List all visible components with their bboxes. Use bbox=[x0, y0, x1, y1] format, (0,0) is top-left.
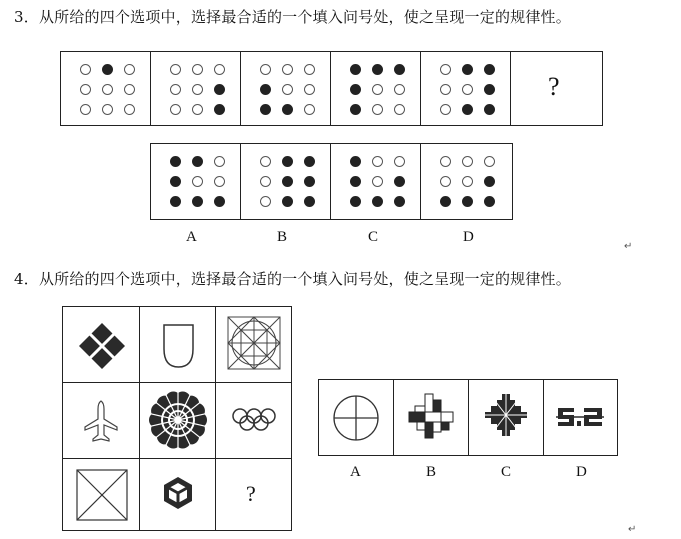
option-c[interactable] bbox=[331, 144, 421, 219]
empty-dot bbox=[214, 176, 225, 187]
block-cross-icon bbox=[394, 380, 469, 455]
filled-dot bbox=[304, 156, 315, 167]
empty-dot bbox=[484, 156, 495, 167]
option-label: D bbox=[463, 229, 474, 245]
empty-dot bbox=[80, 64, 91, 75]
empty-dot bbox=[170, 104, 181, 115]
empty-dot bbox=[440, 156, 451, 167]
filled-dot bbox=[350, 156, 361, 167]
empty-dot bbox=[260, 156, 271, 167]
question-cell bbox=[511, 52, 601, 125]
empty-dot bbox=[192, 84, 203, 95]
filled-dot bbox=[102, 64, 113, 75]
filled-dot bbox=[214, 84, 225, 95]
empty-dot bbox=[462, 156, 473, 167]
filled-dot bbox=[214, 196, 225, 207]
filled-dot bbox=[394, 196, 405, 207]
filled-dot bbox=[462, 64, 473, 75]
filled-dot bbox=[192, 196, 203, 207]
question-3-sequence bbox=[60, 51, 603, 126]
grid-cell bbox=[215, 306, 292, 383]
filled-dot bbox=[192, 156, 203, 167]
olympic-rings-icon bbox=[216, 383, 293, 460]
filled-dot bbox=[170, 196, 181, 207]
empty-dot bbox=[282, 84, 293, 95]
filled-dot bbox=[350, 104, 361, 115]
empty-dot bbox=[260, 176, 271, 187]
empty-dot bbox=[214, 156, 225, 167]
filled-dot bbox=[462, 104, 473, 115]
grid-cell bbox=[62, 306, 140, 383]
return-mark: ↵ bbox=[628, 524, 637, 535]
filled-dot bbox=[350, 196, 361, 207]
option-c[interactable] bbox=[469, 380, 544, 455]
empty-dot bbox=[282, 64, 293, 75]
filled-dot bbox=[304, 176, 315, 187]
empty-dot bbox=[394, 156, 405, 167]
option-label: D bbox=[576, 464, 587, 480]
sequence-cell bbox=[151, 52, 241, 125]
empty-dot bbox=[124, 104, 135, 115]
empty-dot bbox=[304, 104, 315, 115]
shield-icon bbox=[140, 307, 217, 384]
filled-dot bbox=[260, 84, 271, 95]
filled-dot bbox=[304, 196, 315, 207]
filled-dot bbox=[282, 196, 293, 207]
option-b[interactable] bbox=[241, 144, 331, 219]
hexagon-cube-icon bbox=[140, 459, 217, 532]
grid-cell bbox=[139, 306, 216, 383]
filled-dot bbox=[462, 196, 473, 207]
option-label: B bbox=[277, 229, 288, 245]
filled-dot bbox=[484, 176, 495, 187]
grid-cell bbox=[62, 458, 140, 531]
filled-dot bbox=[484, 196, 495, 207]
filled-dot bbox=[372, 64, 383, 75]
empty-dot bbox=[124, 64, 135, 75]
empty-dot bbox=[102, 84, 113, 95]
empty-dot bbox=[192, 64, 203, 75]
grid-cell bbox=[62, 382, 140, 459]
empty-dot bbox=[462, 84, 473, 95]
empty-dot bbox=[192, 104, 203, 115]
empty-dot bbox=[440, 176, 451, 187]
empty-dot bbox=[170, 84, 181, 95]
empty-dot bbox=[394, 84, 405, 95]
star-in-square-icon bbox=[216, 307, 293, 384]
filled-dot bbox=[260, 104, 271, 115]
option-label: C bbox=[368, 229, 379, 245]
empty-dot bbox=[80, 84, 91, 95]
filled-dot bbox=[440, 196, 451, 207]
option-b[interactable] bbox=[394, 380, 469, 455]
stepped-diamond-icon bbox=[469, 380, 544, 455]
filled-dot bbox=[282, 176, 293, 187]
option-label: C bbox=[501, 464, 512, 480]
filled-dot bbox=[170, 176, 181, 187]
number-logo-icon bbox=[544, 380, 619, 455]
empty-dot bbox=[372, 176, 383, 187]
filled-dot bbox=[350, 176, 361, 187]
option-label: B bbox=[426, 464, 437, 480]
empty-dot bbox=[214, 64, 225, 75]
empty-dot bbox=[170, 64, 181, 75]
filled-dot bbox=[214, 104, 225, 115]
filled-dot bbox=[372, 196, 383, 207]
grid-cell bbox=[215, 382, 292, 459]
question-mark: ? bbox=[548, 72, 560, 101]
empty-dot bbox=[372, 156, 383, 167]
empty-dot bbox=[192, 176, 203, 187]
filled-dot bbox=[394, 176, 405, 187]
sequence-cell bbox=[421, 52, 511, 125]
sequence-cell bbox=[241, 52, 331, 125]
filled-dot bbox=[484, 64, 495, 75]
option-d[interactable] bbox=[544, 380, 619, 455]
option-label: A bbox=[350, 464, 361, 480]
grid-cell bbox=[139, 458, 216, 531]
empty-dot bbox=[102, 104, 113, 115]
return-mark: ↵ bbox=[624, 241, 633, 252]
empty-dot bbox=[372, 104, 383, 115]
filled-dot bbox=[282, 156, 293, 167]
crossed-square-icon bbox=[63, 459, 141, 532]
empty-dot bbox=[260, 64, 271, 75]
option-label: A bbox=[186, 229, 197, 245]
empty-dot bbox=[394, 104, 405, 115]
question-3-options bbox=[150, 143, 513, 220]
filled-dot bbox=[394, 64, 405, 75]
sequence-cell bbox=[61, 52, 151, 125]
filled-dot bbox=[484, 84, 495, 95]
question-mark: ? bbox=[246, 481, 256, 506]
four-diamonds-cross-icon bbox=[63, 307, 141, 384]
question-4-text: 4．从所给的四个选项中，选择最合适的一个填入问号处，使之呈现一定的规律性。 bbox=[14, 270, 571, 288]
option-a[interactable] bbox=[319, 380, 394, 455]
question-3-text: 3．从所给的四个选项中，选择最合适的一个填入问号处，使之呈现一定的规律性。 bbox=[14, 8, 571, 26]
empty-dot bbox=[304, 84, 315, 95]
filled-dot bbox=[484, 104, 495, 115]
empty-dot bbox=[124, 84, 135, 95]
crossed-circle-icon bbox=[319, 380, 394, 455]
empty-dot bbox=[440, 84, 451, 95]
sequence-cell bbox=[331, 52, 421, 125]
grid-cell bbox=[139, 382, 216, 459]
empty-dot bbox=[80, 104, 91, 115]
option-d[interactable] bbox=[421, 144, 511, 219]
filled-dot bbox=[282, 104, 293, 115]
option-a[interactable] bbox=[151, 144, 241, 219]
flower-icon bbox=[140, 383, 217, 460]
empty-dot bbox=[440, 104, 451, 115]
question-cell bbox=[215, 458, 292, 531]
empty-dot bbox=[260, 196, 271, 207]
filled-dot bbox=[170, 156, 181, 167]
empty-dot bbox=[440, 64, 451, 75]
filled-dot bbox=[350, 64, 361, 75]
empty-dot bbox=[462, 176, 473, 187]
empty-dot bbox=[304, 64, 315, 75]
empty-dot bbox=[372, 84, 383, 95]
question-4-options bbox=[318, 379, 618, 456]
filled-dot bbox=[350, 84, 361, 95]
airplane-icon bbox=[63, 383, 141, 460]
